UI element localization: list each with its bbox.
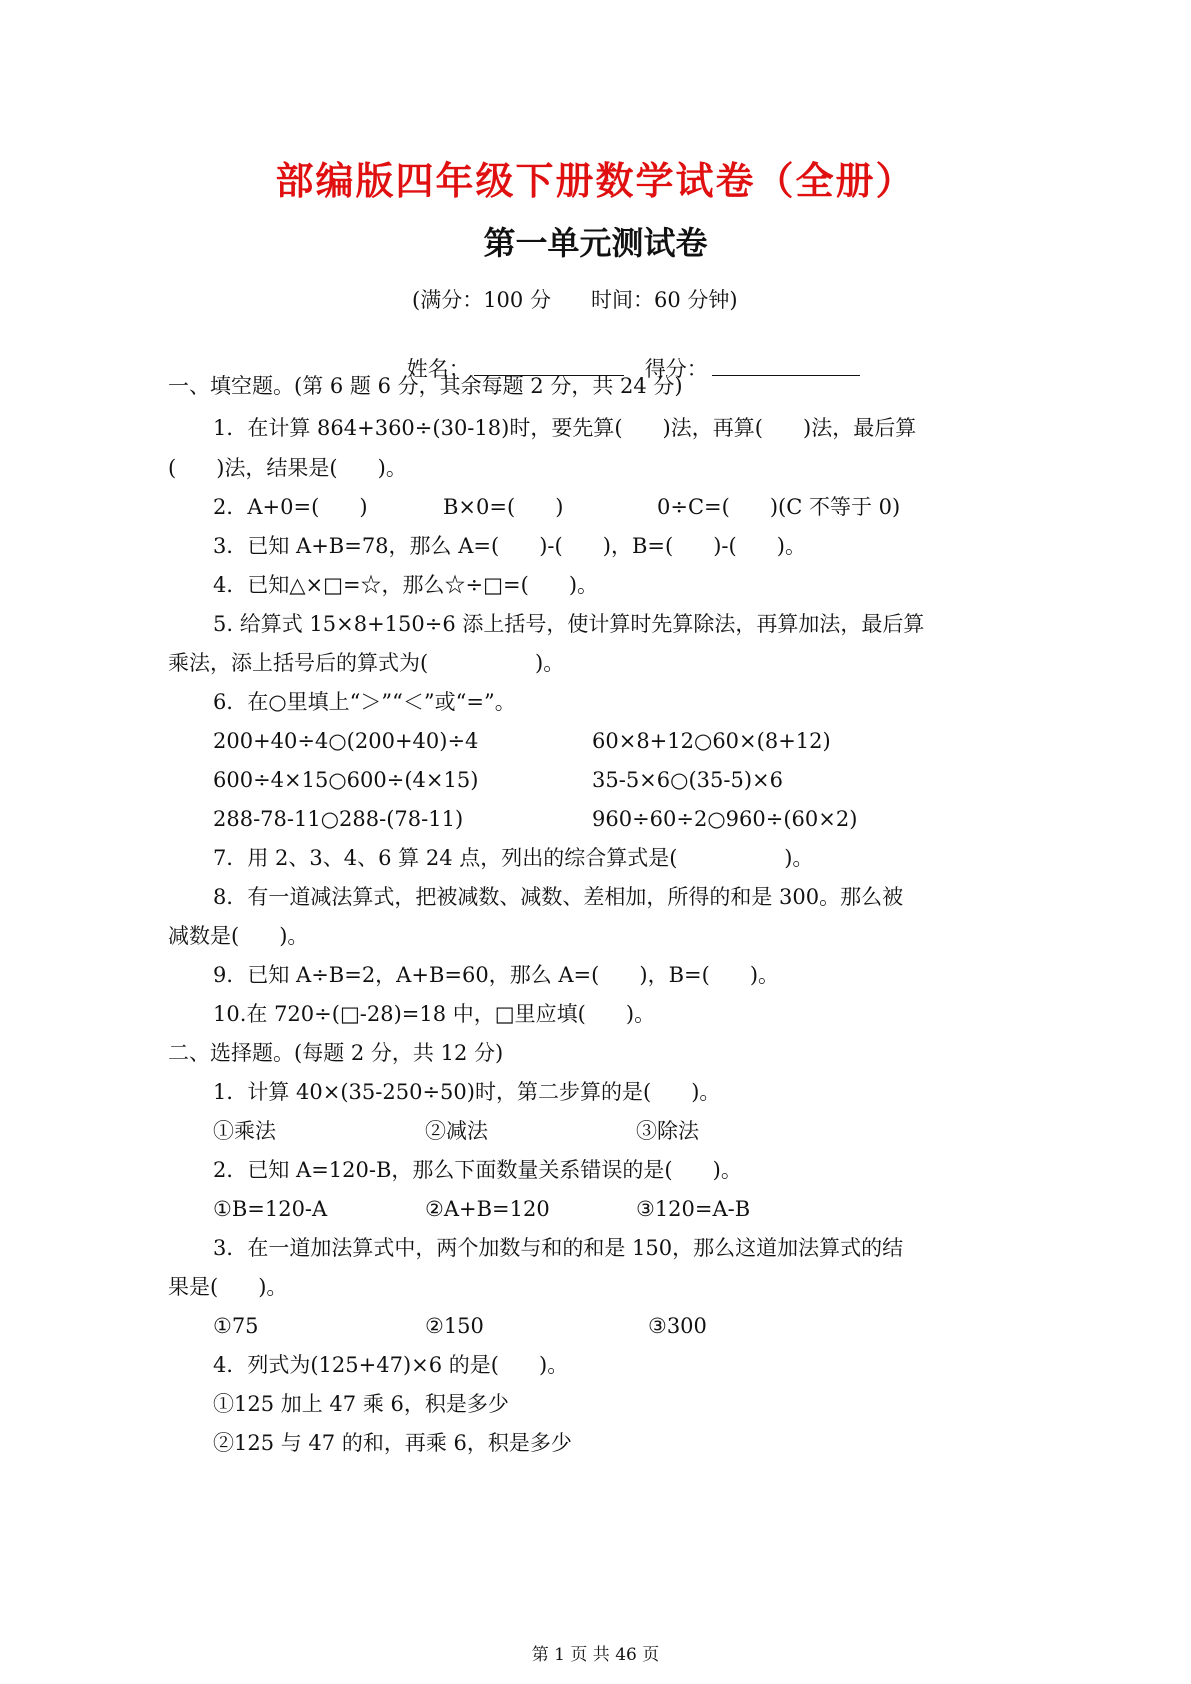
s2-q2-option: ③120=A-B	[636, 1197, 751, 1221]
s1-q2-a: 2．A+0=( )	[213, 495, 368, 519]
s1-q8-line1: 8．有一道减法算式，把被减数、减数、差相加，所得的和是 300。那么被	[213, 885, 904, 909]
s1-q7: 7．用 2、3、4、6 算 24 点，列出的综合算式是( )。	[213, 846, 814, 870]
score-label: 得分：	[644, 357, 708, 381]
s1-q6: 6．在○里填上“＞”“＜”或“=”。	[213, 690, 516, 714]
s2-q1-option: ①乘法	[213, 1119, 276, 1143]
s1-q1-line2: ( )法，结果是( )。	[168, 456, 407, 480]
s1-q6-item: 288-78-11○288-(78-11)	[213, 807, 464, 831]
s1-q5-line2: 乘法，添上括号后的算式为( )。	[168, 651, 565, 675]
s2-q2-option: ①B=120-A	[213, 1197, 328, 1221]
s2-q4: 4．列式为(125+47)×6 的是( )。	[213, 1353, 569, 1377]
section1-heading: 一、填空题。(第 6 题 6 分，其余每题 2 分，共 24 分)	[168, 374, 683, 398]
score-blank	[712, 357, 860, 376]
s2-q3-line1: 3．在一道加法算式中，两个加数与和的和是 150，那么这道加法算式的结	[213, 1236, 904, 1260]
s1-q6-item: 600÷4×15○600÷(4×15)	[213, 768, 479, 792]
s2-q3-option: ①75	[213, 1314, 259, 1338]
unit-subtitle: 第一单元测试卷	[483, 224, 708, 262]
s1-q2-b: B×0=( )	[443, 495, 564, 519]
section2-heading: 二、选择题。(每题 2 分，共 12 分)	[168, 1041, 504, 1065]
s1-q6-item: 960÷60÷2○960÷(60×2)	[592, 807, 858, 831]
name-label: 姓名：	[406, 357, 470, 381]
s1-q6-item: 200+40÷4○(200+40)÷4	[213, 729, 479, 753]
s2-q2-option: ②A+B=120	[425, 1197, 550, 1221]
s1-q8-line2: 减数是( )。	[168, 924, 309, 948]
s1-q3: 3．已知 A+B=78，那么 A=( )-( )，B=( )-( )。	[213, 534, 806, 558]
s2-q3-option: ②150	[425, 1314, 484, 1338]
s2-q1-option: ③除法	[636, 1119, 699, 1143]
s1-q9: 9．已知 A÷B=2，A+B=60，那么 A=( )，B=( )。	[213, 963, 780, 987]
s1-q6-item: 60×8+12○60×(8+12)	[592, 729, 831, 753]
s1-q5-line1: 5. 给算式 15×8+150÷6 添上括号，使计算时先算除法，再算加法，最后算	[213, 612, 925, 636]
s2-q1: 1．计算 40×(35-250÷50)时，第二步算的是( )。	[213, 1080, 721, 1104]
s2-q4-option: ①125 加上 47 乘 6，积是多少	[213, 1392, 509, 1416]
score-time-info: (满分：100 分 时间：60 分钟)	[412, 288, 738, 312]
s1-q4: 4．已知△×□=☆，那么☆÷□=( )。	[213, 573, 599, 597]
s1-q10: 10.在 720÷(□-28)=18 中，□里应填( )。	[213, 1002, 656, 1026]
s1-q6-item: 35-5×6○(35-5)×6	[592, 768, 783, 792]
s2-q2: 2．已知 A=120-B，那么下面数量关系错误的是( )。	[213, 1158, 742, 1182]
s1-q2-c: 0÷C=( )(C 不等于 0)	[657, 495, 901, 519]
s2-q1-option: ②减法	[425, 1119, 488, 1143]
s2-q3-option: ③300	[648, 1314, 707, 1338]
s2-q4-option: ②125 与 47 的和，再乘 6，积是多少	[213, 1431, 572, 1455]
s1-q1-line1: 1．在计算 864+360÷(30-18)时，要先算( )法，再算( )法，最后算	[213, 416, 917, 440]
page-title: 部编版四年级下册数学试卷（全册）	[275, 158, 916, 203]
page-footer: 第 1 页 共 46 页	[531, 1645, 660, 1665]
s2-q3-line2: 果是( )。	[168, 1275, 288, 1299]
